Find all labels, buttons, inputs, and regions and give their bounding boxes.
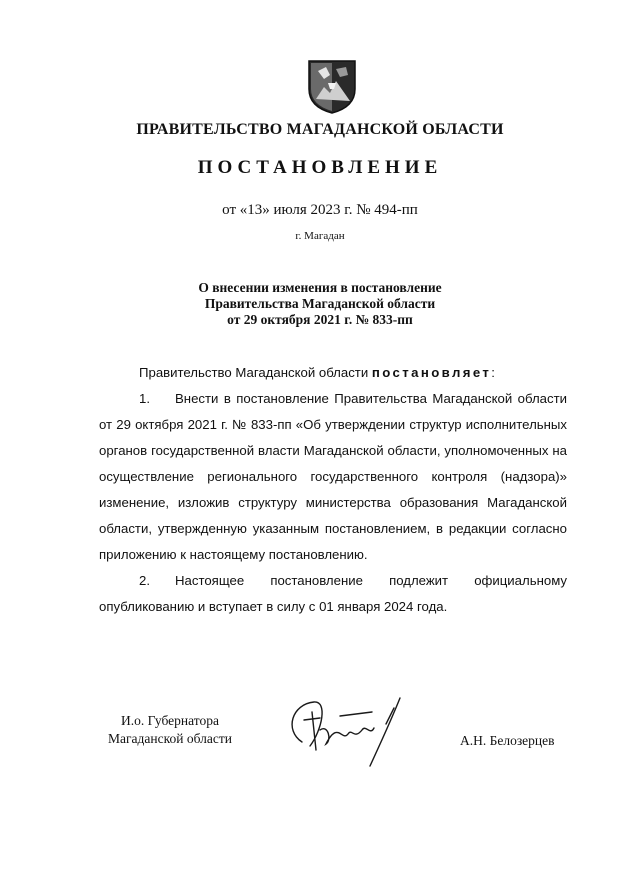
intro-suffix: :: [491, 365, 495, 380]
item-number: 1.: [139, 391, 150, 406]
document-date-number: от «13» июля 2023 г. № 494-пп: [222, 202, 418, 218]
item-number: 2.: [139, 573, 150, 588]
document-body: [99, 360, 567, 620]
intro-keyword: постановляет: [371, 365, 492, 380]
signatory-name: А.Н. Белозерцев: [460, 733, 555, 748]
item-text: Настоящее постановление подлежит официальному опубликованию и вступает в силу с 01 января 2024 года.: [99, 573, 567, 614]
intro-paragraph: [99, 360, 567, 386]
document-city: г. Магадан: [295, 230, 345, 242]
position-line: И.о. Губернатора: [120, 713, 219, 728]
document-type: ПОСТАНОВЛЕНИЕ: [197, 157, 443, 178]
position-line: Магаданской области: [108, 731, 232, 746]
list-item: [99, 568, 567, 620]
subject-line: Правительства Магаданской области: [204, 296, 436, 311]
subject-line: О внесении изменения в постановление: [198, 280, 442, 295]
item-text: Внести в постановление Правительства Магаданской области от 29 октября 2021 г. № 833-пп «Об утверждении структур исполнительных органов государственной власти Магаданской области, уполномоченных на осуществление регионального государственного контроля (надзора)» изменение, изложив структуру министерства образования Магаданской области, утвержденную указанным постановлением, в редакции согласно приложению к настоящему постановлению.: [99, 391, 567, 562]
document-subject: [0, 280, 640, 328]
subject-line: от 29 октября 2021 г. № 833-пп: [227, 312, 413, 327]
magadan-coat-of-arms-icon: [306, 59, 358, 115]
handwritten-signature: [282, 690, 412, 770]
list-item: [99, 386, 567, 568]
signatory-position: [100, 712, 240, 748]
intro-prefix: Правительство Магаданской области: [139, 365, 372, 380]
organization-title: ПРАВИТЕЛЬСТВО МАГАДАНСКОЙ ОБЛАСТИ: [136, 121, 504, 138]
